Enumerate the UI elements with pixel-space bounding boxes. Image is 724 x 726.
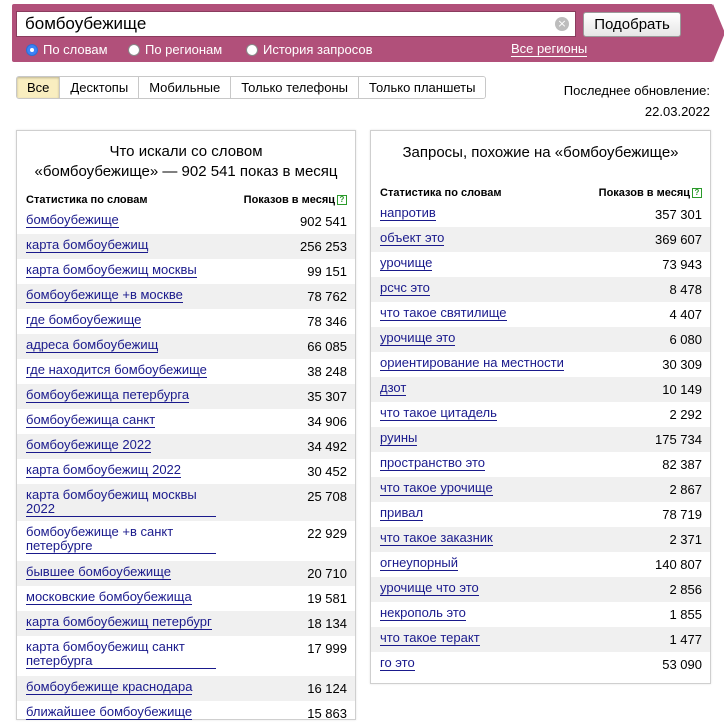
col-words-label: Статистика по словам — [26, 194, 148, 206]
radio-icon — [128, 44, 140, 56]
table-row — [17, 701, 355, 726]
table-row — [371, 452, 710, 477]
help-icon[interactable]: ? — [692, 188, 702, 198]
shows-count: 15 863 — [307, 706, 347, 721]
shows-count: 66 085 — [307, 339, 347, 354]
table-row — [371, 552, 710, 577]
table-row — [371, 652, 710, 677]
last-update-date: 22.03.2022 — [644, 104, 710, 119]
phrase-link[interactable]: напротив — [380, 205, 436, 220]
shows-count: 10 149 — [662, 382, 702, 397]
column-header — [371, 184, 710, 202]
phrase-link[interactable]: пространство это — [380, 455, 486, 470]
phrase-link[interactable]: бомбоубежища санкт — [26, 412, 156, 427]
table-row — [17, 384, 355, 409]
table-row — [371, 502, 710, 527]
mode-label: История запросов — [263, 42, 373, 57]
shows-count: 16 124 — [307, 681, 347, 696]
shows-count: 34 906 — [307, 414, 347, 429]
shows-count: 2 867 — [669, 482, 702, 497]
shows-count: 1 477 — [669, 632, 702, 647]
shows-count: 20 710 — [307, 566, 347, 581]
table-row — [17, 586, 355, 611]
shows-count: 30 309 — [662, 357, 702, 372]
col-shows-text: Показов в месяц — [243, 194, 335, 206]
phrase-link[interactable]: бомбоубежища петербурга — [26, 387, 190, 402]
phrase-link[interactable]: что такое теракт — [380, 630, 480, 645]
phrase-link[interactable]: бомбоубежище 2022 — [26, 437, 152, 452]
table-row — [17, 521, 355, 561]
table-row — [17, 434, 355, 459]
mode-label: По регионам — [145, 42, 223, 57]
mode-by-words[interactable] — [26, 42, 108, 57]
table-row — [371, 627, 710, 652]
phrase-link[interactable]: адреса бомбоубежищ — [26, 337, 159, 352]
table-row — [17, 484, 355, 521]
shows-count: 8 478 — [669, 282, 702, 297]
words-panel — [16, 130, 356, 720]
tab-all[interactable]: Все — [17, 77, 60, 98]
table-row — [17, 611, 355, 636]
phrase-link[interactable]: где находится бомбоубежище — [26, 362, 207, 377]
phrase-link[interactable]: карта бомбоубежищ москвы 2022 — [26, 488, 216, 517]
shows-count: 369 607 — [655, 232, 702, 247]
shows-count: 53 090 — [662, 657, 702, 672]
help-icon[interactable]: ? — [337, 195, 347, 205]
shows-count: 38 248 — [307, 364, 347, 379]
phrase-link[interactable]: руины — [380, 430, 418, 445]
shows-count: 18 134 — [307, 616, 347, 631]
shows-count: 2 292 — [669, 407, 702, 422]
similar-table — [371, 202, 710, 677]
phrase-link[interactable]: рсчс это — [380, 280, 430, 295]
search-bar — [12, 4, 713, 62]
phrase-link[interactable]: где бомбоубежище — [26, 312, 142, 327]
shows-count: 78 762 — [307, 289, 347, 304]
shows-count: 30 452 — [307, 464, 347, 479]
table-row — [17, 234, 355, 259]
table-row — [17, 334, 355, 359]
table-row — [17, 676, 355, 701]
tab-phones-only[interactable]: Только телефоны — [231, 77, 359, 98]
phrase-link[interactable]: дзот — [380, 380, 407, 395]
shows-count: 4 407 — [669, 307, 702, 322]
phrase-link[interactable]: бомбоубежище краснодара — [26, 679, 193, 694]
table-row — [17, 459, 355, 484]
shows-count: 35 307 — [307, 389, 347, 404]
shows-count: 22 929 — [307, 526, 347, 541]
title-line: «бомбоубежище» — 902 541 показ в месяц — [34, 163, 338, 180]
shows-count: 17 999 — [307, 641, 347, 656]
table-row — [17, 309, 355, 334]
similar-panel — [370, 130, 711, 684]
table-row — [17, 209, 355, 234]
phrase-link[interactable]: урочище это — [380, 330, 456, 345]
table-row — [17, 561, 355, 586]
mode-by-regions[interactable] — [128, 42, 222, 57]
table-row — [371, 327, 710, 352]
shows-count: 2 371 — [669, 532, 702, 547]
table-row — [17, 636, 355, 676]
shows-count: 2 856 — [669, 582, 702, 597]
shows-count: 78 346 — [307, 314, 347, 329]
shows-count: 902 541 — [300, 214, 347, 229]
tab-desktops[interactable]: Десктопы — [60, 77, 139, 98]
shows-count: 6 080 — [669, 332, 702, 347]
phrase-link[interactable]: московские бомбоубежища — [26, 589, 192, 604]
table-row — [371, 277, 710, 302]
column-header — [17, 191, 355, 209]
phrase-link[interactable]: бомбоубежище — [26, 212, 119, 227]
table-row — [371, 227, 710, 252]
similar-panel-title: Запросы, похожие на «бомбоубежище» — [402, 144, 679, 161]
phrase-link[interactable]: что такое цитадель — [380, 405, 497, 420]
table-row — [17, 359, 355, 384]
phrase-link[interactable]: привал — [380, 505, 424, 520]
shows-count: 78 719 — [662, 507, 702, 522]
shows-count: 140 807 — [655, 557, 702, 572]
phrase-link[interactable]: карта бомбоубежищ москвы — [26, 262, 197, 277]
table-row — [371, 527, 710, 552]
col-shows-text: Показов в месяц — [598, 187, 690, 199]
table-row — [17, 284, 355, 309]
title-line: Что искали со словом — [109, 143, 263, 160]
phrase-link[interactable]: бомбоубежище +в санкт петербурге — [26, 525, 216, 554]
table-row — [371, 377, 710, 402]
table-row — [371, 602, 710, 627]
phrase-link[interactable]: карта бомбоубежищ — [26, 237, 149, 252]
shows-count: 357 301 — [655, 207, 702, 222]
radio-selected-icon — [26, 44, 38, 56]
search-mode-group — [26, 42, 586, 60]
table-row — [17, 259, 355, 284]
table-row — [371, 402, 710, 427]
shows-count: 82 387 — [662, 457, 702, 472]
table-row — [371, 302, 710, 327]
shows-count: 25 708 — [307, 489, 347, 504]
shows-count: 73 943 — [662, 257, 702, 272]
phrase-link[interactable]: урочище что это — [380, 580, 479, 595]
last-update — [564, 80, 710, 122]
submit-button[interactable]: Подобрать — [583, 12, 681, 37]
col-words-label: Статистика по словам — [380, 187, 502, 199]
mode-history[interactable] — [246, 42, 373, 57]
table-row — [371, 577, 710, 602]
shows-count: 1 855 — [669, 607, 702, 622]
table-row — [371, 477, 710, 502]
words-panel-title — [23, 131, 349, 182]
clear-icon[interactable]: × — [555, 17, 569, 31]
shows-count: 99 151 — [307, 264, 347, 279]
radio-icon — [246, 44, 258, 56]
shows-count: 34 492 — [307, 439, 347, 454]
phrase-link[interactable]: что такое заказник — [380, 530, 493, 545]
last-update-label: Последнее обновление: — [563, 83, 710, 98]
phrase-link[interactable]: бомбоубежище +в москве — [26, 287, 183, 302]
phrase-link[interactable]: некрополь это — [380, 605, 466, 620]
words-table — [17, 209, 355, 726]
table-row — [371, 427, 710, 452]
table-row — [371, 252, 710, 277]
phrase-link[interactable]: что такое святилище — [380, 305, 507, 320]
search-input-wrap — [16, 11, 576, 37]
tab-mobile[interactable]: Мобильные — [139, 77, 231, 98]
phrase-link[interactable]: огнеупорный — [380, 555, 459, 570]
table-row — [17, 409, 355, 434]
phrase-link[interactable]: урочище — [380, 255, 433, 270]
phrase-link[interactable]: го это — [380, 655, 415, 670]
table-row — [371, 352, 710, 377]
mode-label: По словам — [43, 42, 108, 57]
phrase-link[interactable]: бывшее бомбоубежище — [26, 564, 171, 579]
shows-count: 175 734 — [655, 432, 702, 447]
search-input[interactable] — [17, 12, 547, 36]
shows-count: 256 253 — [300, 239, 347, 254]
col-shows-label — [244, 194, 347, 206]
table-row — [371, 202, 710, 227]
phrase-link[interactable]: объект это — [380, 230, 445, 245]
device-tabs — [16, 76, 486, 99]
phrase-link[interactable]: ориентирование на местности — [380, 355, 564, 370]
all-regions-link[interactable]: Все регионы — [511, 41, 588, 56]
phrase-link[interactable]: что такое урочище — [380, 480, 493, 495]
phrase-link[interactable]: карта бомбоубежищ санкт петербурга — [26, 640, 216, 669]
phrase-link[interactable]: ближайшее бомбоубежище — [26, 704, 193, 719]
phrase-link[interactable]: карта бомбоубежищ 2022 — [26, 462, 182, 477]
tab-tablets-only[interactable]: Только планшеты — [359, 77, 485, 98]
phrase-link[interactable]: карта бомбоубежищ петербург — [26, 614, 212, 629]
col-shows-label — [599, 187, 702, 199]
shows-count: 19 581 — [307, 591, 347, 606]
